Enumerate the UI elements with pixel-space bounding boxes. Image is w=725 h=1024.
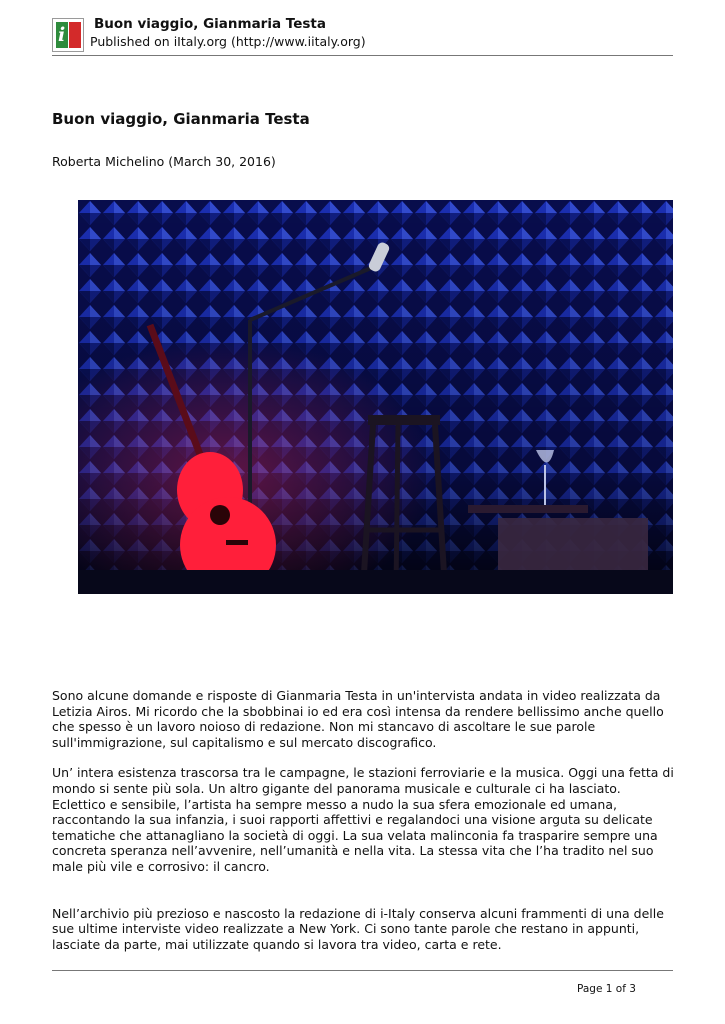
article-byline: Roberta Michelino (March 30, 2016): [52, 154, 276, 169]
article-paragraph: Nell’archivio più prezioso e nascosto la redazione di i-Italy conserva alcuni frammenti di una delle sue ultime interviste video realizzate a New York. Ci sono tante parole che restano in appunti, lasciate da parte, mai utilizzate quando si lavora tra video, carta e rete.: [52, 905, 664, 952]
header-divider: [52, 55, 673, 56]
logo-letter: i: [58, 24, 66, 46]
iitaly-logo[interactable]: [52, 18, 84, 52]
footer-divider: [52, 970, 673, 971]
article-paragraph: Un’ intera esistenza trascorsa tra le campagne, le stazioni ferroviarie e la musica. Oggi una fetta di mondo si sente più sola. Un altro gigante del panorama musicale e culturale ci ha lasciato. Eclettico e sensibile, l’artista ha sempre messo a nudo la sua sfera emozionale ed umana, raccontando la sua infanzia, i suoi rapporti affettivi e regalandoci una visione arguta su delicate tematiche che attanagliano la società di oggi. La sua velata malinconia fa trasparire sempre una concreta speranza nell’avvenire, nell’umanità e nella vita. La stessa vita che l’ha tradito nel suo male più vile e corrosivo: il cancro.: [52, 765, 674, 874]
header-title: Buon viaggio, Gianmaria Testa: [94, 16, 326, 32]
article-title: Buon viaggio, Gianmaria Testa: [52, 110, 310, 128]
article-paragraph: Sono alcune domande e risposte di Gianmaria Testa in un'intervista andata in video realizzata da Letizia Airos. Mi ricordo che la sbobbinai io ed era così intensa da rendere bellissimo anche quello che spesso è un lavoro noioso di redazione. Non mi stancavo di ascoltare le sue parole sull'immigrazione, sul capitalismo e sul mercato discografico.: [52, 688, 664, 750]
article-body: [52, 688, 677, 952]
page-number: Page 1 of 3: [577, 983, 636, 995]
article-photo: [78, 200, 673, 594]
logo-red-block: [69, 22, 81, 48]
page-header: [52, 16, 672, 54]
published-on-text: Published on iItaly.org (http://www.iitaly.org): [90, 34, 366, 49]
